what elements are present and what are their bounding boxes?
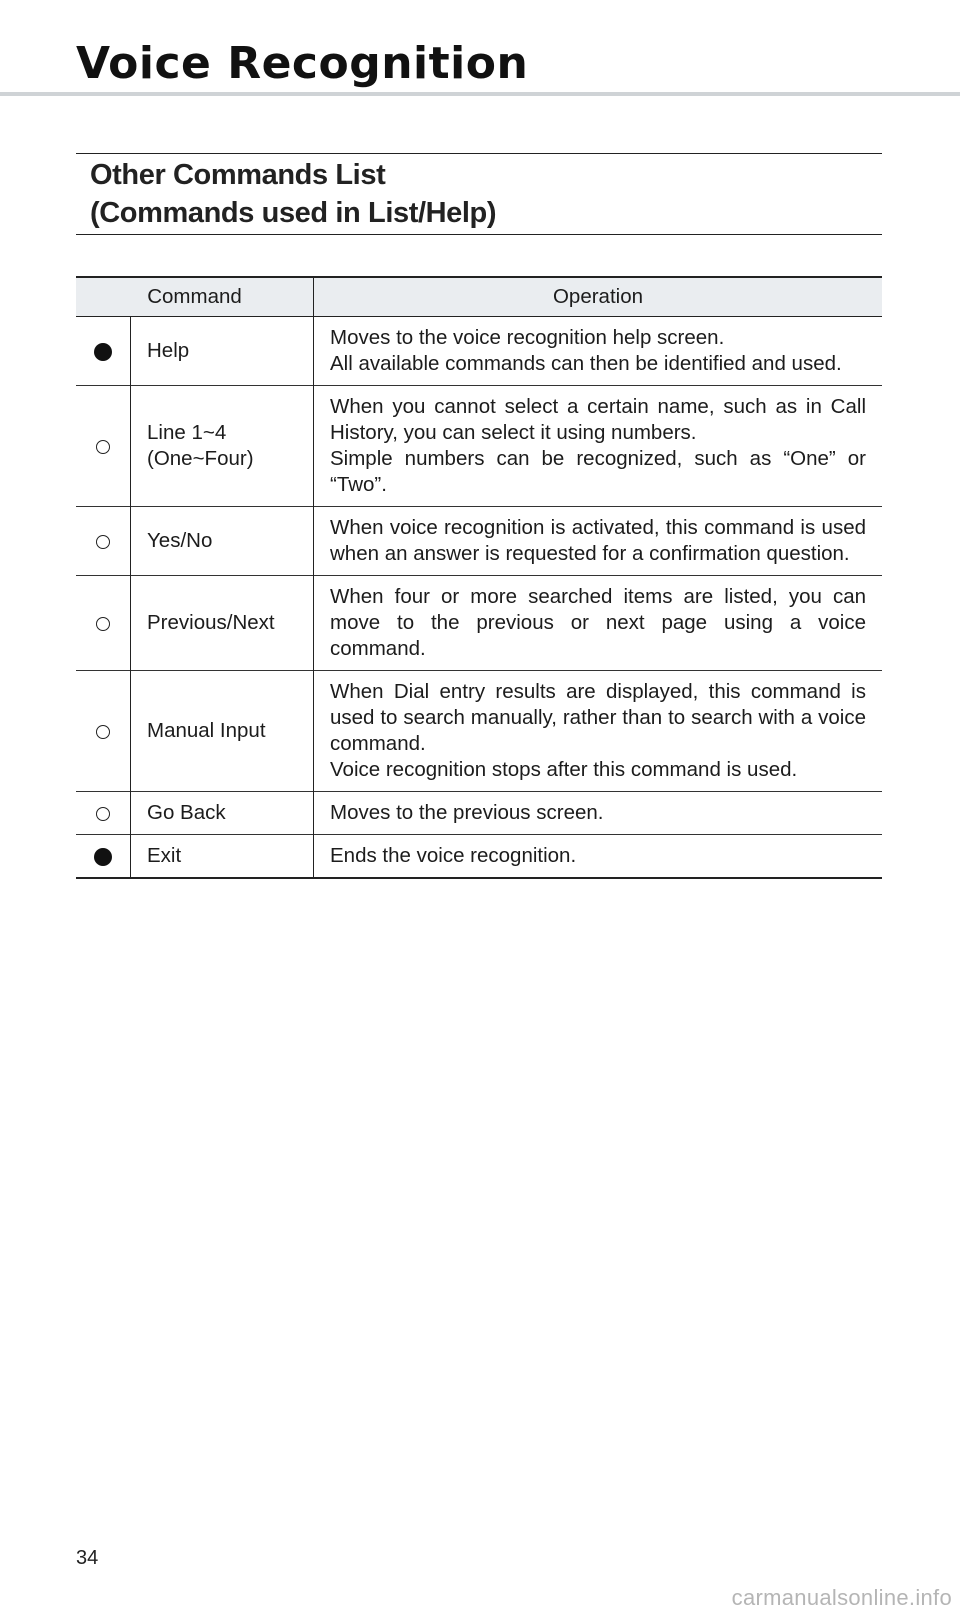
section-heading-line-2: (Commands used in List/Help) xyxy=(90,197,497,229)
command-name: Line 1~4 xyxy=(147,421,227,444)
command-name: Exit xyxy=(147,844,182,867)
table-row xyxy=(76,792,882,835)
table-row xyxy=(76,386,882,507)
watermark: carmanualsonline.info xyxy=(731,1585,952,1610)
command-name: Previous/Next xyxy=(147,611,275,634)
chapter-divider xyxy=(0,92,960,96)
commands-table xyxy=(76,276,882,879)
table-row xyxy=(76,507,882,576)
operation-text: All available commands can then be identified and used. xyxy=(330,352,842,375)
hollow-circle-icon xyxy=(96,535,110,549)
marker-cell xyxy=(76,835,131,879)
command-name: Go Back xyxy=(147,801,226,824)
command-cell xyxy=(131,671,314,792)
marker-cell xyxy=(76,386,131,507)
operation-cell xyxy=(314,317,883,386)
hollow-circle-icon xyxy=(96,725,110,739)
command-name: Yes/No xyxy=(147,529,213,552)
hollow-circle-icon xyxy=(96,807,110,821)
chapter-title: Voice Recognition xyxy=(76,38,529,89)
table-header-row xyxy=(76,277,882,317)
table-row xyxy=(76,671,882,792)
operation-cell xyxy=(314,507,883,576)
command-cell xyxy=(131,317,314,386)
filled-circle-icon xyxy=(94,848,112,866)
hollow-circle-icon xyxy=(96,617,110,631)
command-cell xyxy=(131,576,314,671)
command-name: Help xyxy=(147,339,190,362)
operation-text: When four or more searched items are listed, you can move to the previous or next page using a voice command. xyxy=(330,585,866,660)
operation-text: When voice recognition is activated, this command is used when an answer is requested for a confirmation question. xyxy=(330,516,866,565)
column-header-command: Command xyxy=(76,277,314,317)
operation-cell xyxy=(314,576,883,671)
filled-circle-icon xyxy=(94,343,112,361)
column-header-operation: Operation xyxy=(552,285,644,308)
table-body xyxy=(76,317,882,879)
operation-text: When you cannot select a certain name, such as in Call History, you can select it using numbers. xyxy=(330,395,866,444)
operation-cell xyxy=(314,671,883,792)
command-cell xyxy=(131,835,314,879)
operation-text: When Dial entry results are displayed, this command is used to search manually, rather than to search with a voice command. xyxy=(330,680,866,755)
command-name: (One~Four) xyxy=(147,447,254,470)
operation-text: Simple numbers can be recognized, such as “One” or “Two”. xyxy=(330,447,866,496)
operation-text: Voice recognition stops after this command is used. xyxy=(330,758,798,781)
marker-cell xyxy=(76,317,131,386)
section-heading-line-1: Other Commands List xyxy=(90,159,386,191)
marker-cell xyxy=(76,792,131,835)
section-heading xyxy=(76,153,882,235)
operation-text: Moves to the previous screen. xyxy=(330,801,604,824)
operation-cell xyxy=(314,792,883,835)
command-name: Manual Input xyxy=(147,719,266,742)
marker-cell xyxy=(76,576,131,671)
command-cell xyxy=(131,792,314,835)
command-cell xyxy=(131,507,314,576)
marker-cell xyxy=(76,507,131,576)
operation-cell xyxy=(314,386,883,507)
hollow-circle-icon xyxy=(96,440,110,454)
operation-text: Moves to the voice recognition help screen. xyxy=(330,326,725,349)
command-cell xyxy=(131,386,314,507)
marker-cell xyxy=(76,671,131,792)
page-number: 34 xyxy=(76,1547,99,1569)
table-row xyxy=(76,317,882,386)
operation-cell xyxy=(314,835,883,879)
table-row xyxy=(76,835,882,879)
operation-text: Ends the voice recognition. xyxy=(330,844,577,867)
table-row xyxy=(76,576,882,671)
